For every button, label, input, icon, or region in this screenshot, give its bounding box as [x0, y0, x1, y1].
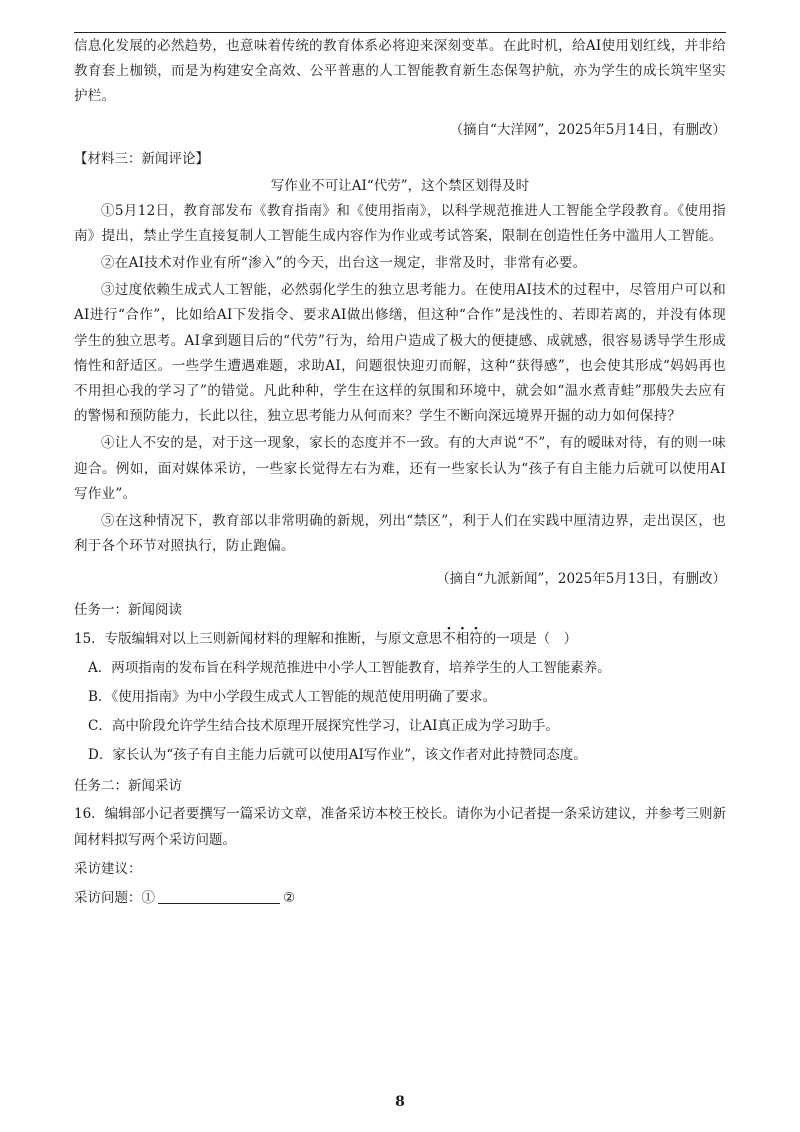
question-16: 16．编辑部小记者要撰写一篇采访文章，准备采访本校王校长。请你为小记者提一条采访建议，并参考三则新闻材料拟写两个采访问题。	[74, 806, 726, 849]
question-15	[74, 627, 726, 652]
emphasis-char-1: 不	[442, 631, 456, 648]
task1-label: 任务一：新闻阅读	[74, 602, 182, 619]
material3-heading: 【材料三：新闻评论】	[74, 150, 209, 167]
paragraph-2: ②在AI技术对作业有所“渗入”的今天，出台这一规定，非常及时，非常有必要。	[101, 255, 587, 272]
paragraph-5: ⑤在这种情况下，教育部以非常明确的新规，列出“禁区”，利于人们在实践中厘清边界，走出误区，也利于各个环节对照执行，防止跑偏。	[74, 513, 726, 555]
interview-questions-line	[74, 886, 726, 911]
page-number: 8	[395, 1094, 405, 1110]
paragraph-4: ④让人不安的是，对于这一现象，家长的态度并不一致。有的大声说“不”，有的暧昧对待，有的则一味迎合。例如，面对媒体采访，一些家长觉得左右为难，还有一些家长认为“孩子有自主能力后就可以使用AI写作业”。	[74, 435, 726, 502]
interview-suggestion-label: 采访建议：	[74, 861, 142, 878]
task2-label: 任务二：新闻采访	[74, 778, 182, 795]
continuation-paragraph: 信息化发展的必然趋势，也意味着传统的教育体系必将迎来深刻变革。在此时机，给AI使用划红线，并非给教育套上枷锁，而是为构建安全高效、公平普惠的人工智能教育新生态保驾护航，亦为学生的成长筑牢坚实护栏。	[74, 38, 726, 105]
article-title: 写作业不可让AI“代劳”，这个禁区划得及时	[270, 177, 530, 194]
answer-blank-1[interactable]	[158, 889, 280, 904]
q15-stem-after: 的一项是（ ）	[482, 631, 578, 648]
q15-stem-before: 15．专版编辑对以上三则新闻材料的理解和推断，与原文意思	[74, 631, 443, 648]
paragraph-3: ③过度依赖生成式人工智能，必然弱化学生的独立思考能力。在使用AI技术的过程中，尽管用户可以和AI进行“合作”，比如给AI下发指令、要求AI做出修缮，但这种“合作”是浅性的、若即若离的，并没有体现学生的独立思考。AI拿到题目后的“代劳”行为，给用户造成了极大的便捷感、成就感，很容易诱导学生形成惰性和舒适区。一些学生遭遇难题，求助AI，问题很快迎刃而解，这种“获得感”，也会使其形成“妈妈再也不用担心我的学习了”的错觉。凡此种种，学生在这样的氛围和环境中，就会如“温水煮青蛙”那般失去应有的警惕和预防能力，长此以往，独立思考能力从何而来？学生不断向深远境界开掘的动力如何保持？	[74, 282, 726, 425]
option-a: A．两项指南的发布旨在科学规范推进中小学人工智能教育，培养学生的人工智能素养。	[88, 660, 611, 677]
option-b: B．《使用指南》为中小学段生成式人工智能的规范使用明确了要求。	[88, 689, 497, 706]
second-question-marker: ②	[283, 890, 296, 907]
option-d: D．家长认为“孩子有自主能力后就可以使用AI写作业”，该文作者对此持赞同态度。	[88, 747, 587, 764]
document-page	[74, 30, 726, 911]
emphasis-char-2: 相	[455, 631, 470, 648]
interview-questions-label: 采访问题：①	[74, 890, 155, 907]
option-c: C．高中阶段允许学生结合技术原理开展探究性学习，让AI真正成为学习助手。	[88, 718, 559, 735]
source-citation-2: （摘自“九派新闻”，2025年5月13日，有删改）	[436, 571, 726, 588]
paragraph-1: ①5月12日，教育部发布《教育指南》和《使用指南》，以科学规范推进人工智能全学段教育。《使用指南》提出，禁止学生直接复制人工智能生成内容作为作业或考试答案，限制在创造性任务中滥用人工智能。	[74, 202, 726, 244]
source-citation-1: （摘自“大洋网”，2025年5月14日，有删改）	[449, 121, 726, 138]
emphasis-char-3: 符	[469, 631, 483, 648]
